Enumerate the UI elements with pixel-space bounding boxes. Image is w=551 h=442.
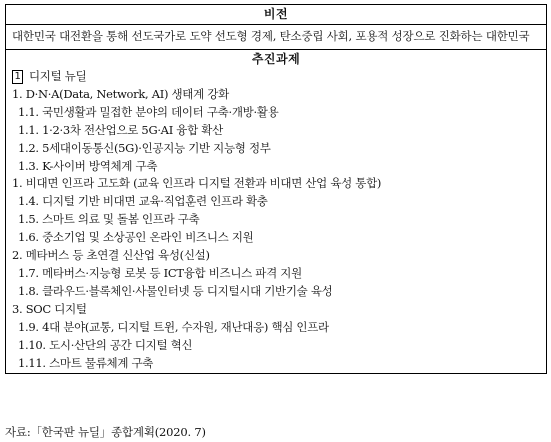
pillar-label: 디지털 뉴딜 [29,69,87,83]
task-lines [12,86,540,373]
task-subitem: 1.1. 1·2·3차 전산업으로 5G·AI 융합 확산 [18,122,223,137]
task-subitem: 1.6. 중소기업 및 소상공인 온라인 비즈니스 지원 [18,230,254,245]
task-subitem: 1.8. 클라우드·블록체인·사물인터넷 등 디지털시대 기반기술 육성 [18,283,333,298]
task-group-heading: 1. D·N·A(Data, Network, AI) 생태계 강화 [12,86,229,101]
task-subitem: 1.7. 메타버스·지능형 로봇 등 ICT융합 비즈니스 파격 지원 [18,265,302,280]
task-group-heading: 3. SOC 디지털 [12,301,87,316]
tasks-cell [6,50,547,374]
pillar-number-box: 1 [12,70,23,84]
pillar-heading [12,68,540,86]
tasks-title: 추진과제 [251,52,301,66]
vision-title: 비전 [263,7,289,21]
task-subitem: 1.10. 도시·산단의 공간 디지털 혁신 [18,337,193,352]
task-list [6,68,546,373]
vision-tasks-table-container [5,4,547,374]
task-group-heading: 1. 비대면 인프라 고도화 (교육 인프라 디지털 전환과 비대면 산업 육성 통합) [12,176,382,191]
vision-tasks-table [5,4,547,374]
task-subitem: 1.5. 스마트 의료 및 돌봄 인프라 구축 [18,212,200,227]
task-subitem: 1.11. 스마트 물류체계 구축 [18,355,154,370]
task-subitem: 1.1. 국민생활과 밀접한 분야의 데이터 구축·개방·활용 [18,104,279,119]
vision-body-cell [6,25,547,50]
task-subitem: 1.2. 5세대이동통신(5G)·인공지능 기반 지능형 정부 [18,140,271,155]
vision-text: 대한민국 대전환을 통해 선도국가로 도약 선도형 경제, 탄소중립 사회, 포용적 성장으로 진화하는 대한민국 [12,29,530,43]
task-subitem: 1.4. 디지털 기반 비대면 교육·직업훈련 인프라 확충 [18,194,268,209]
task-subitem: 1.3. K-사이버 방역체계 구축 [18,158,158,173]
task-subitem: 1.9. 4대 분야(교통, 디지털 트윈, 수자원, 재난대응) 핵심 인프라 [18,319,329,334]
task-group-heading: 2. 메타버스 등 초연결 신산업 육성(신설) [12,248,210,263]
vision-header-cell [6,5,547,25]
source-note: 자료:「한국판 뉴딜」종합계획(2020. 7) [5,425,206,439]
